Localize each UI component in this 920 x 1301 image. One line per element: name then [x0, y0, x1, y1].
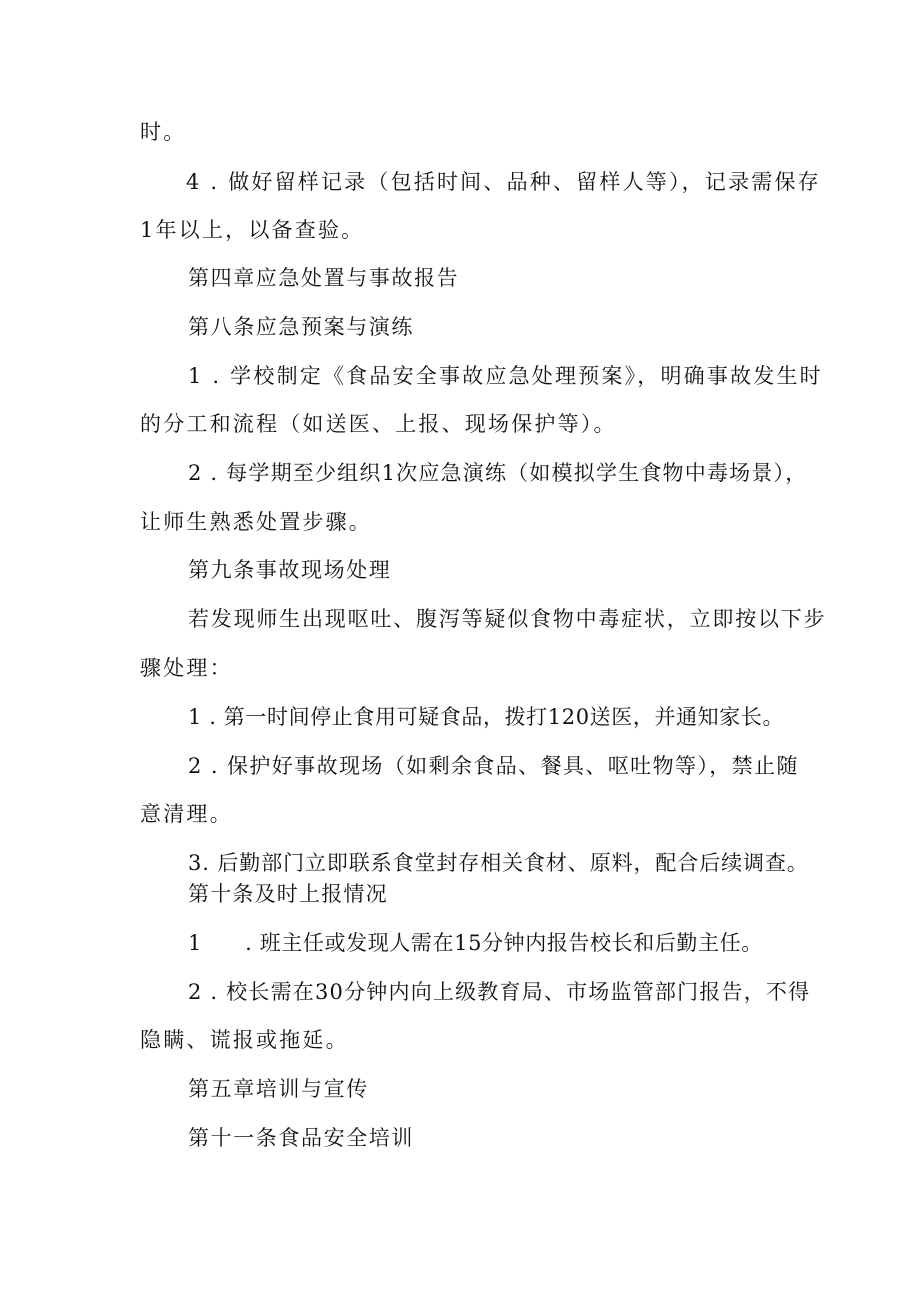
body-text-line: 隐瞒、谎报或拖延。 — [140, 1028, 349, 1052]
list-item-2: 2 . 校长需在30分钟内向上级教育局、市场监管部门报告，不得 — [188, 980, 811, 1004]
body-text-line: 让师生熟悉处置步骤。 — [140, 510, 372, 534]
body-text-line: 意清理。 — [140, 802, 233, 826]
article-heading: 第十条及时上报情况 — [188, 882, 388, 906]
article-heading: 第八条应急预案与演练 — [188, 315, 414, 339]
list-item-2: 2 . 保护好事故现场（如剩余食品、餐具、呕吐物等），禁止随 — [188, 754, 799, 778]
list-item-3: 3. 后勤部门立即联系食堂封存相关食材、原料，配合后续调查。 — [188, 851, 809, 875]
chapter-heading: 第四章应急处置与事故报告 — [188, 266, 460, 290]
paragraph-line: 若发现师生出现呕吐、腹泻等疑似食物中毒症状，立即按以下步 — [188, 607, 827, 631]
article-heading: 第九条事故现场处理 — [188, 558, 392, 582]
body-text-line: 的分工和流程（如送医、上报、现场保护等）。 — [140, 412, 617, 436]
list-item-1: 1 . 学校制定《食品安全事故应急处理预案》，明确事故发生时 — [188, 364, 823, 388]
list-item-1: 1 . 班主任或发现人需在15分钟内报告校长和后勤主任。 — [188, 931, 763, 955]
body-text-line: 1年以上，以备查验。 — [140, 218, 365, 242]
list-item-2: 2 . 每学期至少组织1次应急演练（如模拟学生食物中毒场景）， — [188, 461, 808, 485]
chapter-heading: 第五章培训与宣传 — [188, 1077, 369, 1101]
list-item-1: 1 . 第一时间停止食用可疑食品，拨打120送医，并通知家长。 — [188, 705, 785, 729]
list-item-4: 4 . 做好留样记录（包括时间、品种、留样人等），记录需保存 — [186, 170, 821, 194]
article-heading: 第十一条食品安全培训 — [188, 1126, 414, 1150]
body-text-line: 时。 — [140, 120, 187, 144]
body-text-line: 骤处理： — [140, 656, 233, 680]
